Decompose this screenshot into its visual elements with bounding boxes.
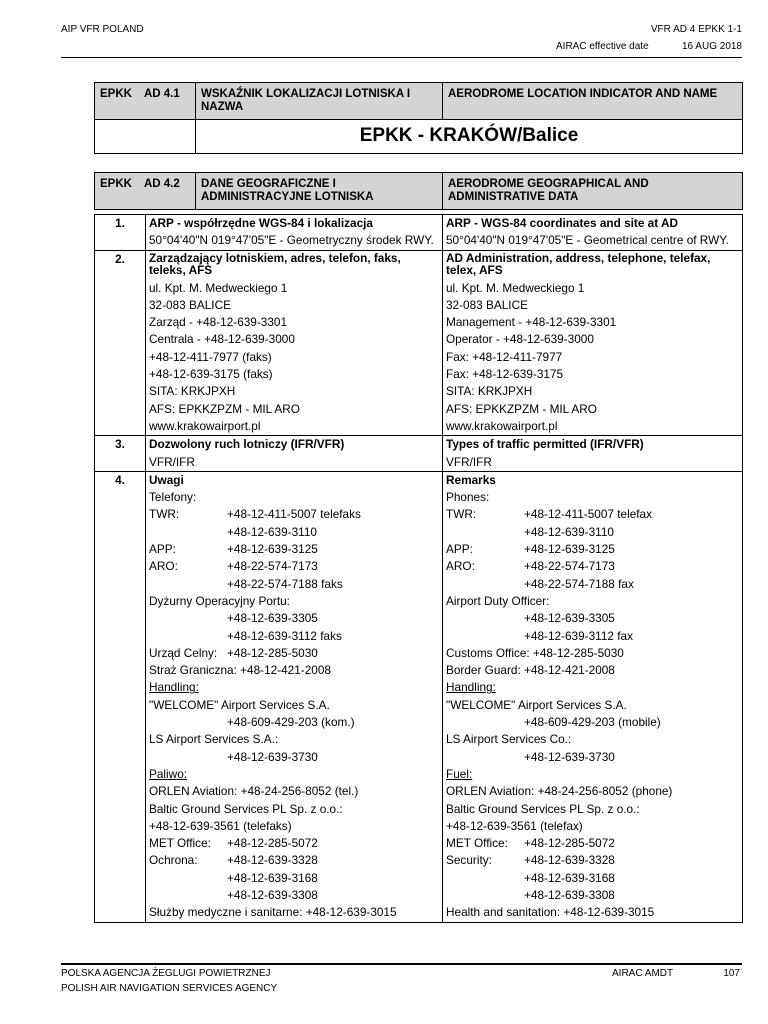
arp-en bbox=[443, 215, 743, 251]
remarks-pl-welcome: "WELCOME" Airport Services S.A. bbox=[149, 697, 330, 712]
ad41-code-cell bbox=[95, 83, 196, 120]
remarks-pl-handling: Handling: bbox=[149, 680, 199, 695]
arp-en-heading: ARP - WGS-84 coordinates and site at AD bbox=[446, 216, 679, 230]
footer-org-pl: POLSKA AGENCJA ŻEGLUGI POWIETRZNEJ bbox=[61, 968, 271, 979]
arp-en-text: 50°04'40"N 019°47'05"E - Geometrical centre of RWY. bbox=[446, 233, 729, 248]
traffic-en-text: VFR/IFR bbox=[446, 454, 492, 469]
ad42-data-table bbox=[94, 214, 743, 923]
ad41-header-row bbox=[95, 83, 743, 120]
remarks-en-aro-2: +48-22-574-7188 fax bbox=[524, 576, 634, 591]
row-arp bbox=[95, 215, 743, 251]
remarks-pl-ls-phone: +48-12-639-3730 bbox=[227, 749, 318, 764]
remarks-pl-ls: LS Airport Services S.A.: bbox=[149, 732, 279, 747]
traffic-en bbox=[443, 436, 743, 472]
ad41-title-en: AERODROME LOCATION INDICATOR AND NAME bbox=[443, 83, 743, 120]
remarks-pl-medical: Służby medyczne i sanitarne: +48-12-639-3015 bbox=[149, 905, 397, 920]
remarks-pl-orlen: ORLEN Aviation: +48-24-256-8052 (tel.) bbox=[149, 784, 359, 799]
remarks-pl-duty: Dyżurny Operacyjny Portu: bbox=[149, 593, 290, 608]
remarks-en-phones: Phones: bbox=[446, 490, 490, 505]
remarks-en-medical: Health and sanitation: +48-12-639-3015 bbox=[446, 905, 655, 920]
remarks-pl-app: APP: +48-12-639-3125 bbox=[149, 542, 318, 557]
remarks-pl-customs: Urząd Celny: +48-12-285-5030 bbox=[149, 645, 318, 660]
ad42-header-table bbox=[94, 172, 743, 210]
remarks-en-ls: LS Airport Services Co.: bbox=[446, 732, 572, 747]
remarks-en-welcome: "WELCOME" Airport Services S.A. bbox=[446, 697, 627, 712]
header-rule bbox=[61, 57, 742, 58]
remarks-en-security-2: +48-12-639-3168 bbox=[524, 870, 615, 885]
remarks-pl-aro-2: +48-22-574-7188 faks bbox=[227, 576, 343, 591]
admin-pl-line: AFS: EPKKZPZM - MIL ARO bbox=[149, 401, 300, 416]
traffic-en-heading: Types of traffic permitted (IFR/VFR) bbox=[446, 437, 644, 452]
ad42-header-row bbox=[95, 173, 743, 210]
remarks-pl-welcome-phone: +48-609-429-203 (kom.) bbox=[227, 715, 355, 730]
admin-pl-line: +48-12-639-3175 (faks) bbox=[149, 367, 273, 382]
remarks-en-security-3: +48-12-639-3308 bbox=[524, 887, 615, 902]
remarks-en-baltic: Baltic Ground Services PL Sp. z o.o.: bbox=[446, 801, 640, 816]
admin-pl-heading: Zarządzający lotniskiem, adres, telefon, faks, teleks, AFS bbox=[149, 250, 401, 278]
header-publication: AIP VFR POLAND bbox=[61, 24, 144, 35]
remarks-pl-twr-2: +48-12-639-3110 bbox=[227, 524, 317, 539]
remarks-pl-phones: Telefony: bbox=[149, 490, 197, 505]
admin-en-line: 32-083 BALICE bbox=[446, 297, 528, 312]
ad41-table bbox=[94, 82, 743, 154]
ad42-title-pl: DANE GEOGRAFICZNE I ADMINISTRACYJNE LOTNISKA bbox=[196, 173, 443, 210]
remarks-en-orlen: ORLEN Aviation: +48-24-256-8052 (phone) bbox=[446, 784, 673, 799]
admin-en-line: Fax: +48-12-411-7977 bbox=[446, 349, 563, 364]
admin-en-line: Fax: +48-12-639-3175 bbox=[446, 367, 564, 382]
ad41-code: EPKK bbox=[100, 88, 132, 100]
arp-pl-text: 50°04'40"N 019°47'05"E - Geometryczny środek RWY. bbox=[149, 233, 434, 248]
admin-pl-line: SITA: KRKJPXH bbox=[149, 384, 236, 399]
remarks-pl-border: Straż Graniczna: +48-12-421-2008 bbox=[149, 663, 331, 678]
admin-pl bbox=[146, 250, 443, 436]
remarks-en-handling: Handling: bbox=[446, 680, 496, 695]
remarks-en-duty-1: +48-12-639-3305 bbox=[524, 611, 615, 626]
row-number: 1. bbox=[95, 215, 146, 251]
header-airac-label: AIRAC effective date bbox=[556, 41, 649, 52]
admin-pl-line: Centrala - +48-12-639-3000 bbox=[149, 332, 295, 347]
row-administration bbox=[95, 250, 743, 436]
remarks-en-security: Security: +48-12-639-3328 bbox=[446, 853, 615, 868]
remarks-en-border: Border Guard: +48-12-421-2008 bbox=[446, 663, 615, 678]
remarks-pl-security-2: +48-12-639-3168 bbox=[227, 870, 318, 885]
admin-pl-line: 32-083 BALICE bbox=[149, 297, 231, 312]
remarks-en-welcome-phone: +48-609-429-203 (mobile) bbox=[524, 715, 661, 730]
ad41-title-pl: WSKAŹNIK LOKALIZACJI LOTNISKA I NAZWA bbox=[196, 83, 443, 120]
remarks-pl-baltic-phone: +48-12-639-3561 (telefaks) bbox=[149, 818, 292, 833]
remarks-en-twr-2: +48-12-639-3110 bbox=[524, 524, 614, 539]
remarks-en-customs: Customs Office: +48-12-285-5030 bbox=[446, 645, 624, 660]
remarks-pl-fuel: Paliwo: bbox=[149, 766, 188, 781]
row-number: 2. bbox=[95, 250, 146, 436]
admin-en-line: AFS: EPKKZPZM - MIL ARO bbox=[446, 401, 597, 416]
footer-org-en: POLISH AIR NAVIGATION SERVICES AGENCY bbox=[61, 983, 278, 994]
row-number: 3. bbox=[95, 436, 146, 472]
admin-en-line: ul. Kpt. M. Medweckiego 1 bbox=[446, 280, 585, 295]
remarks-pl-aro: ARO: +48-22-574-7173 bbox=[149, 559, 318, 574]
remarks-en-app: APP: +48-12-639-3125 bbox=[446, 542, 615, 557]
admin-pl-line: Zarząd - +48-12-639-3301 bbox=[149, 315, 288, 330]
remarks-pl-security-3: +48-12-639-3308 bbox=[227, 887, 318, 902]
admin-pl-website: www.krakowairport.pl bbox=[149, 418, 261, 433]
remarks-en bbox=[443, 471, 743, 922]
remarks-en-aro: ARO: +48-22-574-7173 bbox=[446, 559, 615, 574]
remarks-en-ls-phone: +48-12-639-3730 bbox=[524, 749, 615, 764]
remarks-pl-duty-2: +48-12-639-3112 faks bbox=[227, 628, 342, 643]
footer-page-number: 107 bbox=[723, 968, 740, 979]
ad42-code: EPKK bbox=[100, 178, 132, 190]
admin-en bbox=[443, 250, 743, 436]
aerodrome-name: EPKK - KRAKÓW/Balice bbox=[196, 120, 743, 154]
header-page-ref: VFR AD 4 EPKK 1-1 bbox=[650, 24, 742, 35]
remarks-pl-heading: Uwagi bbox=[149, 472, 184, 487]
admin-en-line: Operator - +48-12-639-3000 bbox=[446, 332, 594, 347]
row-number: 4. bbox=[95, 471, 146, 922]
remarks-pl-duty-1: +48-12-639-3305 bbox=[227, 611, 318, 626]
remarks-pl-baltic: Baltic Ground Services PL Sp. z o.o.: bbox=[149, 801, 343, 816]
traffic-pl bbox=[146, 436, 443, 472]
ad41-name-row bbox=[95, 120, 743, 154]
traffic-pl-heading: Dozwolony ruch lotniczy (IFR/VFR) bbox=[149, 437, 345, 452]
ad42-section: AD 4.2 bbox=[143, 178, 180, 190]
admin-en-line: SITA: KRKJPXH bbox=[446, 384, 533, 399]
footer-amdt: AIRAC AMDT bbox=[612, 968, 674, 979]
footer-rule bbox=[61, 963, 742, 965]
remarks-en-heading: Remarks bbox=[446, 472, 496, 487]
admin-en-heading: AD Administration, address, telephone, telefax, telex, AFS bbox=[446, 250, 711, 278]
remarks-pl-met: MET Office: +48-12-285-5072 bbox=[149, 836, 318, 851]
admin-en-website: www.krakowairport.pl bbox=[446, 418, 558, 433]
row-traffic bbox=[95, 436, 743, 472]
ad41-section: AD 4.1 bbox=[143, 88, 180, 100]
row-remarks bbox=[95, 471, 743, 922]
traffic-pl-text: VFR/IFR bbox=[149, 454, 195, 469]
remarks-en-duty: Airport Duty Officer: bbox=[446, 593, 550, 608]
remarks-en-duty-2: +48-12-639-3112 fax bbox=[524, 628, 633, 643]
admin-pl-line: +48-12-411-7977 (faks) bbox=[149, 349, 272, 364]
arp-pl-heading: ARP - współrzędne WGS-84 i lokalizacja bbox=[149, 216, 373, 230]
remarks-pl-twr: TWR: +48-12-411-5007 telefaks bbox=[149, 507, 361, 522]
admin-en-line: Management - +48-12-639-3301 bbox=[446, 315, 617, 330]
remarks-en-fuel: Fuel: bbox=[446, 766, 473, 781]
remarks-pl-security: Ochrona: +48-12-639-3328 bbox=[149, 853, 318, 868]
remarks-en-twr: TWR: +48-12-411-5007 telefax bbox=[446, 507, 653, 522]
admin-pl-line: ul. Kpt. M. Medweckiego 1 bbox=[149, 280, 288, 295]
remarks-en-met: MET Office: +48-12-285-5072 bbox=[446, 836, 615, 851]
header-airac-date: 16 AUG 2018 bbox=[681, 41, 742, 52]
arp-pl bbox=[146, 215, 443, 251]
remarks-pl bbox=[146, 471, 443, 922]
ad42-title-en: AERODROME GEOGRAPHICAL AND ADMINISTRATIVE DATA bbox=[443, 173, 743, 210]
remarks-en-baltic-phone: +48-12-639-3561 (telefax) bbox=[446, 818, 583, 833]
ad42-code-cell bbox=[95, 173, 196, 210]
